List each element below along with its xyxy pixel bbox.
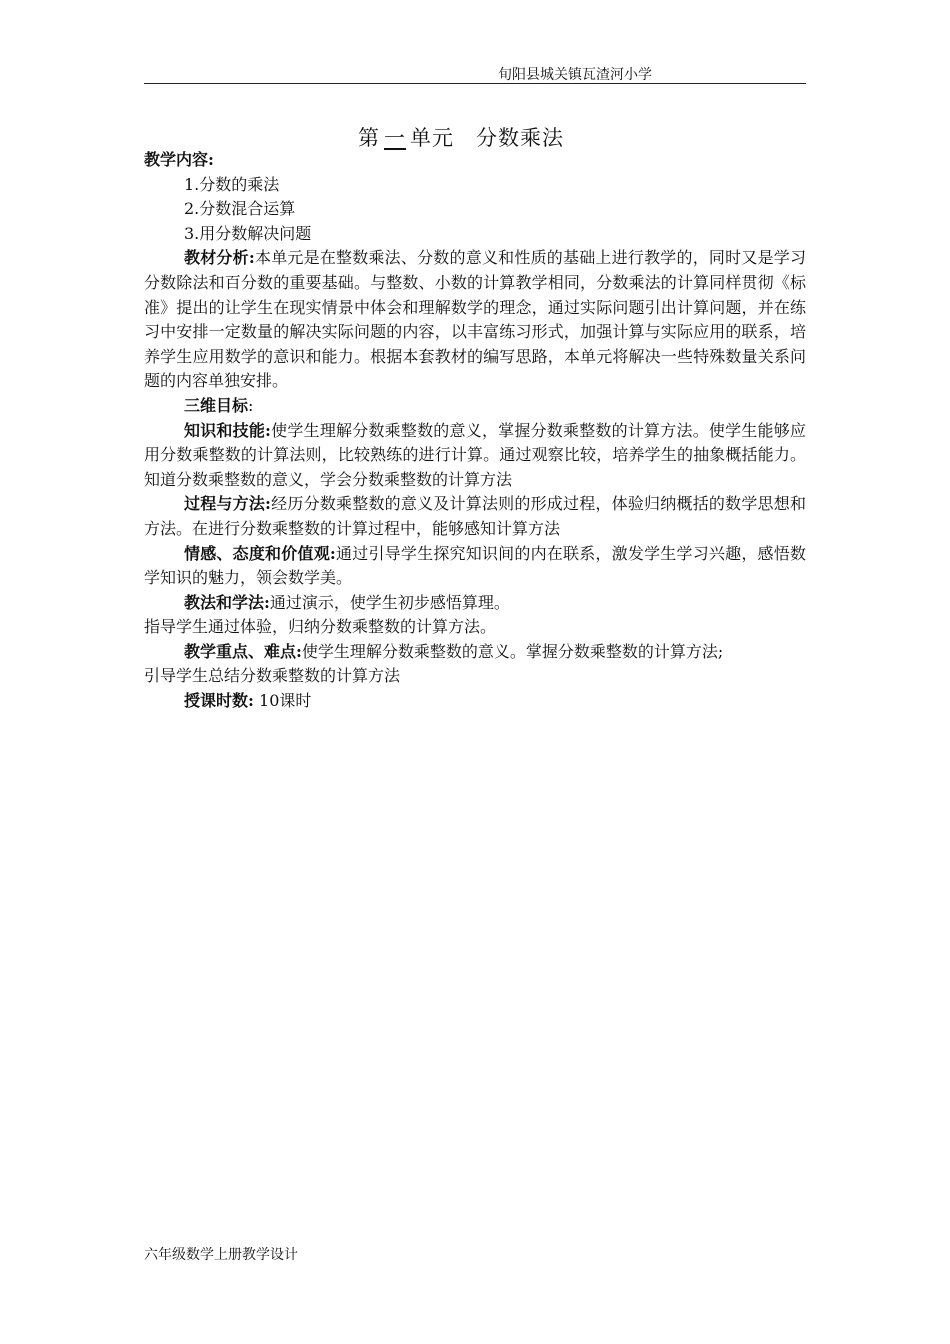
methods-line-2: 指导学生通过体验，归纳分数乘整数的计算方法。 (144, 617, 497, 637)
methods-label: 教法和学法: (184, 592, 270, 612)
title-topic: 分数乘法 (476, 126, 564, 150)
page-footer: 六年级数学上册教学设计 (144, 1247, 298, 1263)
methods-text: 通过演示，使学生初步感悟算理。 (269, 592, 510, 612)
knowledge-skills-text: 使学生理解分数乘整数的意义，掌握分数乘整数的计算方法。使学生能够应用分数乘整数的计算法则，比较熟练的进行计算。通过观察比较，培养学生的抽象概括能力。知道分数乘整数的意义，学会分数乘整数的计算方法 (144, 420, 806, 489)
class-hours-value: 10课时 (259, 691, 312, 711)
key-points-paragraph (144, 640, 806, 665)
teaching-content-item: 2.分数混合运算 (184, 199, 296, 219)
material-analysis-paragraph (144, 246, 806, 394)
teaching-content-item: 3.用分数解决问题 (184, 223, 312, 243)
methods-paragraph (144, 591, 806, 616)
key-points-text: 使学生理解分数乘整数的意义。掌握分数乘整数的计算方法; (301, 641, 724, 661)
header-divider (144, 83, 806, 84)
class-hours-label: 授课时数: (184, 691, 254, 711)
material-analysis-text: 本单元是在整数乘法、分数的意义和性质的基础上进行教学的，同时又是学习分数除法和百分数的重要基础。与整数、小数的计算教学相同，分数乘法的计算同样贯彻《标准》提出的让学生在现实情景中体会和理解数学的理念，通过实际问题引出计算问题，并在练习中安排一定数量的解决实际问题的内容，以丰富练习形式，加强计算与实际应用的联系，培养学生应用数学的意识和能力。根据本套教材的编写思路，本单元将解决一些特殊数量关系问题的内容单独安排。 (144, 248, 806, 391)
knowledge-skills-label: 知识和技能: (184, 420, 271, 440)
teaching-content-item: 1.分数的乘法 (184, 174, 280, 194)
page-header-school: 旬阳县城关镇瓦渣河小学 (498, 67, 652, 83)
teaching-content-label: 教学内容: (144, 150, 214, 169)
process-methods-paragraph (144, 492, 806, 541)
key-points-line-2: 引导学生总结分数乘整数的计算方法 (144, 666, 401, 686)
emotion-values-text: 通过引导学生探究知识间的内在联系，激发学生学习兴趣，感悟数学知识的魅力，领会数学美。 (144, 543, 806, 588)
key-points-label: 教学重点、难点: (184, 641, 302, 661)
objectives-colon: : (248, 395, 254, 415)
title-unit-word: 单元 (410, 126, 454, 150)
title-unit-number: 一 (384, 126, 406, 150)
title-prefix: 第 (358, 126, 380, 150)
process-methods-text: 经历分数乘整数的意义及计算法则的形成过程，体验归纳概括的数学思想和方法。在进行分数乘整数的计算过程中，能够感知计算方法 (144, 494, 806, 538)
objectives-heading (144, 394, 806, 419)
material-analysis-label: 教材分析: (184, 248, 255, 268)
emotion-values-paragraph (144, 542, 806, 591)
process-methods-label: 过程与方法: (184, 494, 271, 514)
emotion-values-label: 情感、态度和价值观: (184, 543, 336, 563)
objectives-label: 三维目标 (184, 395, 249, 415)
document-body (144, 148, 806, 714)
class-hours-paragraph (144, 689, 806, 714)
teaching-content-heading (144, 148, 806, 173)
knowledge-skills-paragraph (144, 419, 806, 493)
